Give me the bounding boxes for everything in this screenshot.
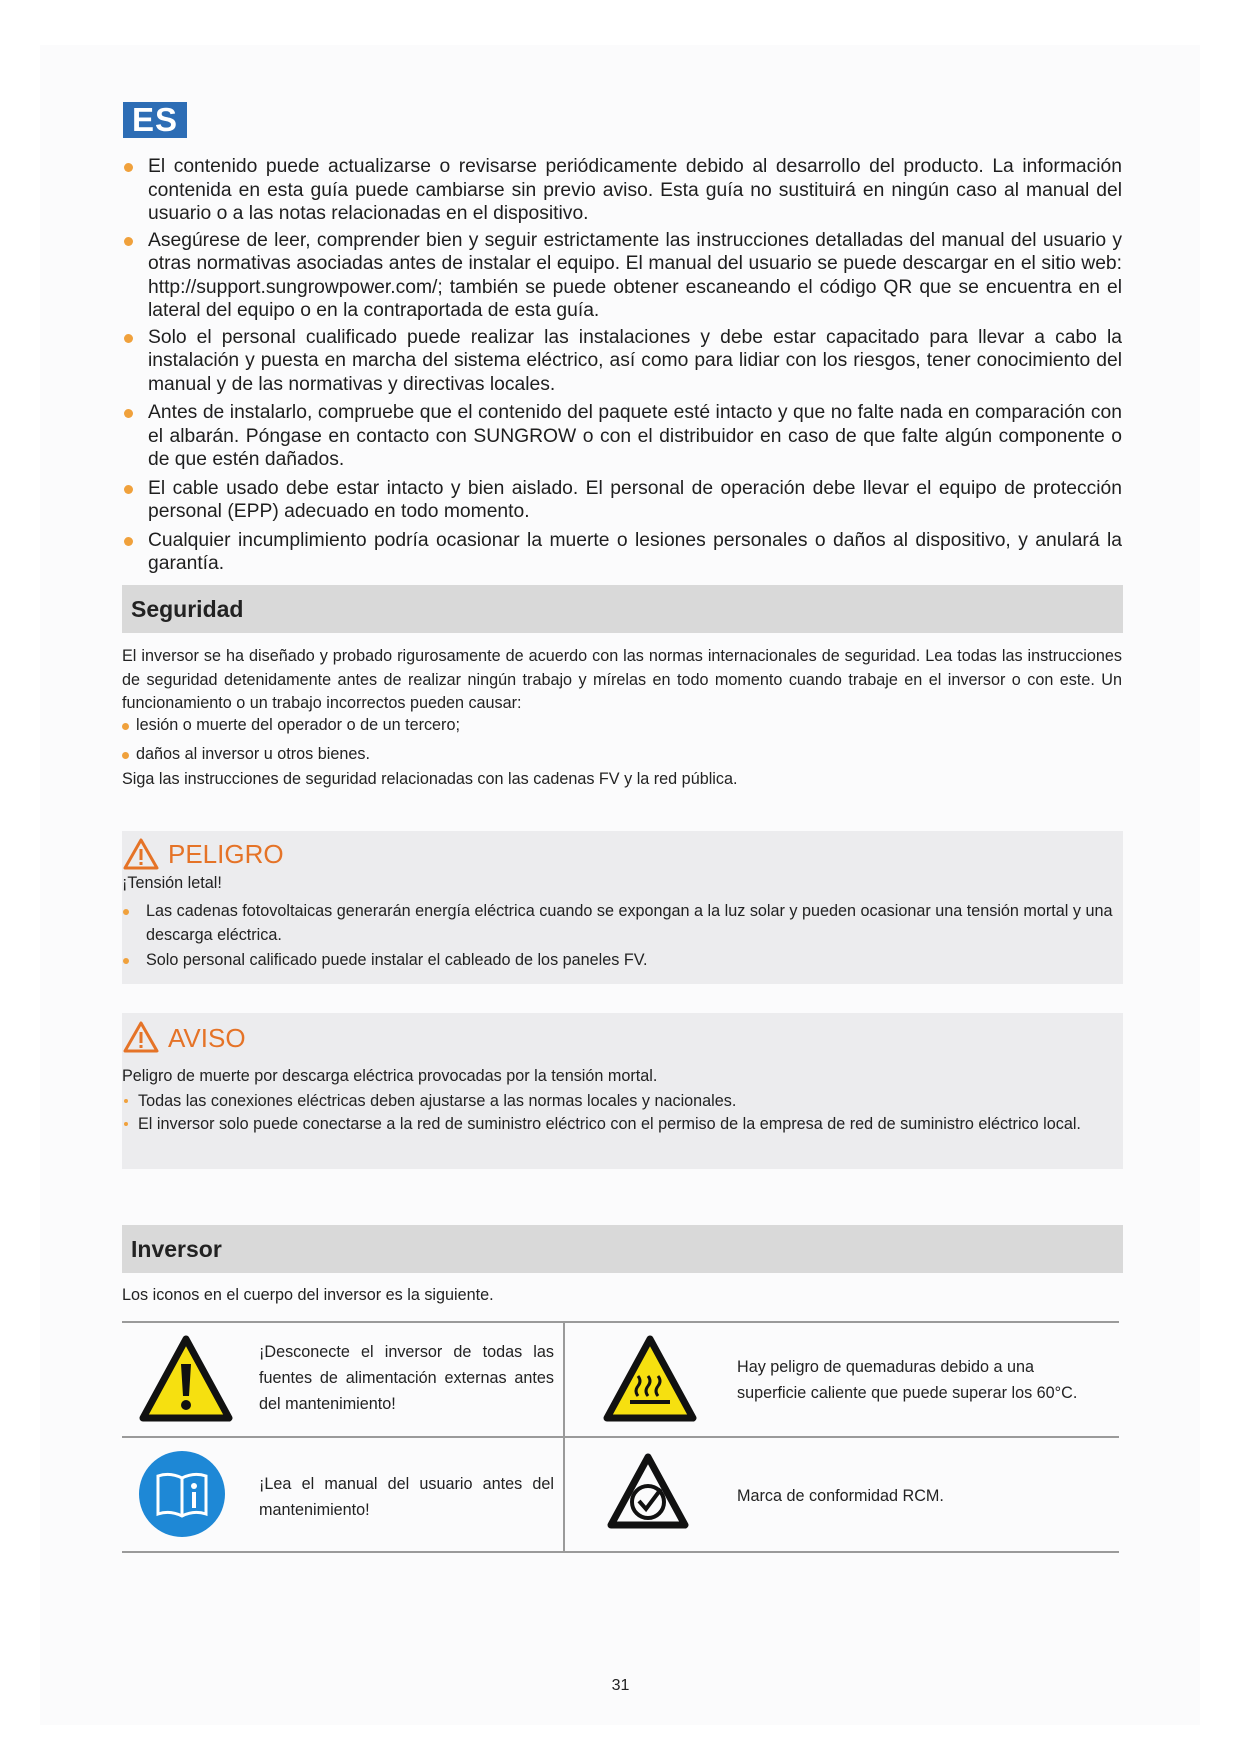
bullet-icon — [123, 909, 129, 915]
language-tag: ES — [123, 102, 187, 138]
bullet-icon — [124, 485, 133, 494]
safety-closing: Siga las instrucciones de seguridad relacionadas con las cadenas FV y la red pública. — [122, 770, 738, 788]
bullet-icon — [124, 163, 133, 172]
bullet-icon — [124, 1122, 128, 1126]
intro-item: Cualquier incumplimiento podría ocasionar la muerte o lesiones personales o daños al dispositivo, y anulará la garantía. — [122, 529, 1122, 576]
bullet-icon — [124, 237, 133, 246]
notice-item: Todas las conexiones eléctricas deben ajustarse a las normas locales y nacionales. — [138, 1092, 737, 1110]
warning-exclamation-icon — [138, 1334, 234, 1424]
section-title: Inversor — [131, 1236, 222, 1262]
icon-description: ¡Desconecte el inversor de todas las fuentes de alimentación externas antes del mantenimiento! — [259, 1343, 554, 1413]
icon-description: Marca de conformidad RCM. — [737, 1487, 944, 1505]
section-title: Seguridad — [131, 596, 244, 622]
table-rule — [122, 1551, 1119, 1553]
icon-description: ¡Lea el manual del usuario antes del mantenimiento! — [259, 1475, 554, 1519]
safety-paragraph: El inversor se ha diseñado y probado rigurosamente de acuerdo con las normas internacionales de seguridad. Lea todas las instrucciones de seguridad detenidamente antes de realizar ningún trabajo y mírelas en todo momento cuando trabaje en el inversor o con este. Un funcionamiento o un trabajo incorrectos pueden causar: — [122, 647, 1122, 712]
notice-subtitle: Peligro de muerte por descarga eléctrica provocadas por la tensión mortal. — [122, 1067, 658, 1085]
danger-subtitle: ¡Tensión letal! — [122, 874, 222, 892]
inverter-intro: Los iconos en el cuerpo del inversor es la siguiente. — [122, 1286, 494, 1304]
table-divider — [563, 1321, 565, 1553]
bullet-icon — [124, 409, 133, 418]
intro-list — [122, 155, 1122, 579]
notice-item: El inversor solo puede conectarse a la red de suministro eléctrico con el permiso de la empresa de red de suministro eléctrico local. — [138, 1115, 1081, 1133]
bullet-icon — [123, 958, 129, 964]
notice-title: AVISO — [168, 1023, 246, 1053]
warning-triangle-icon — [122, 837, 160, 871]
safety-bullet: lesión o muerte del operador o de un tercero; — [136, 716, 460, 735]
hot-surface-icon — [602, 1334, 698, 1424]
intro-item: Asegúrese de leer, comprender bien y seguir estrictamente las instrucciones detalladas del manual del usuario y otras normativas asociadas antes de instalar el equipo. El manual del usuario se puede descargar en el sitio web: http://support.sungrowpower.com/; también se puede obtener escaneando el código QR que se encuentra en el lateral del equipo o en la contraportada de esta guía. — [122, 229, 1122, 323]
bullet-icon — [122, 723, 129, 730]
danger-box — [122, 831, 1123, 984]
bullet-icon — [124, 537, 133, 546]
danger-item: Solo personal calificado puede instalar el cableado de los paneles FV. — [146, 951, 648, 969]
read-manual-icon — [138, 1450, 226, 1538]
rcm-mark-icon — [605, 1453, 691, 1535]
safety-section-header — [122, 585, 1123, 633]
inverter-section-header — [122, 1225, 1123, 1273]
intro-item: El cable usado debe estar intacto y bien aislado. El personal de operación debe llevar el equipo de protección personal (EPP) adecuado en todo momento. — [122, 477, 1122, 524]
table-rule — [122, 1321, 1119, 1323]
page-number: 31 — [611, 1677, 630, 1694]
bullet-icon — [124, 334, 133, 343]
warning-triangle-icon — [122, 1020, 160, 1054]
notice-box — [122, 1013, 1123, 1169]
intro-item: El contenido puede actualizarse o revisarse periódicamente debido al desarrollo del producto. La información contenida en esta guía puede cambiarse sin previo aviso. Esta guía no sustituirá en ningún caso al manual del usuario o a las notas relacionadas en el dispositivo. — [122, 155, 1122, 226]
safety-bullet: daños al inversor u otros bienes. — [136, 745, 370, 764]
danger-title: PELIGRO — [168, 839, 284, 869]
icon-description: Hay peligro de quemaduras debido a una superficie caliente que puede superar los 60°C. — [737, 1358, 1078, 1402]
intro-item: Solo el personal cualificado puede realizar las instalaciones y debe estar capacitado para llevar a cabo la instalación y puesta en marcha del sistema eléctrico, así como para lidiar con los riesgos, tener conocimiento del manual y de las normativas y directivas locales. — [122, 326, 1122, 397]
bullet-icon — [122, 752, 129, 759]
danger-item: Las cadenas fotovoltaicas generarán energía eléctrica cuando se expongan a la luz solar y pueden ocasionar una tensión mortal y una descarga eléctrica. — [146, 902, 1113, 944]
bullet-icon — [124, 1099, 128, 1103]
intro-item: Antes de instalarlo, compruebe que el contenido del paquete esté intacto y que no falte nada en comparación con el albarán. Póngase en contacto con SUNGROW o con el distribuidor en caso de que falte algún componente o de que estén dañados. — [122, 401, 1122, 472]
table-rule — [122, 1436, 1119, 1438]
icon-table — [122, 1321, 1119, 1553]
